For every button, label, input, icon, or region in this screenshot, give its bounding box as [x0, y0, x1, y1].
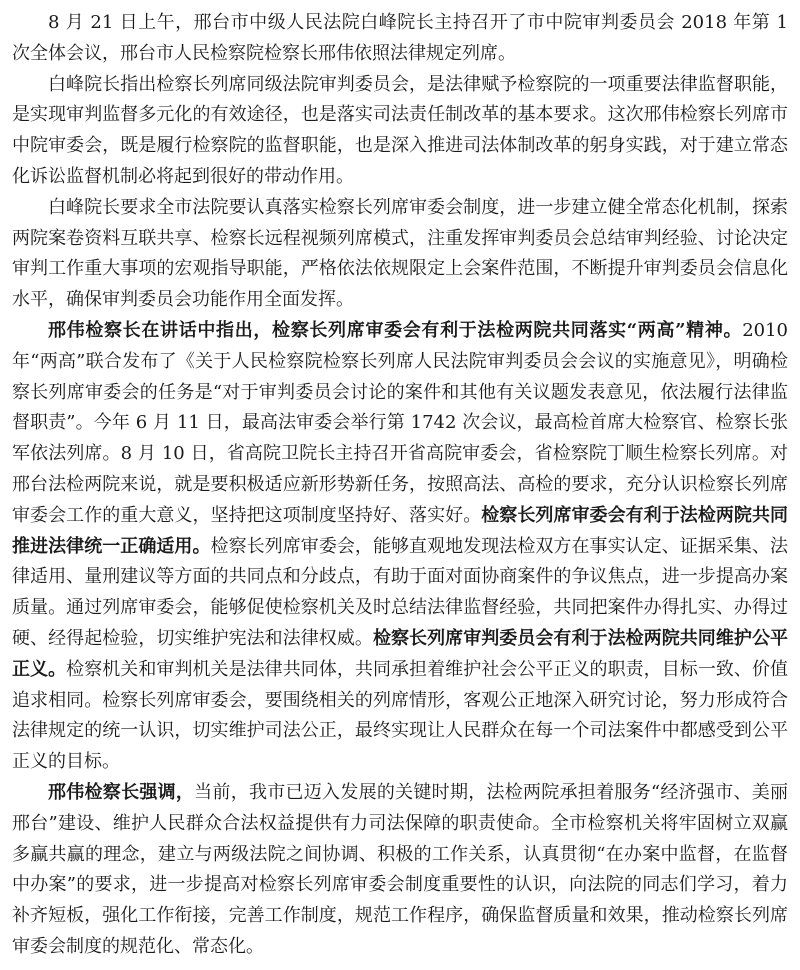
bold-heading: 检察长列席审判委员会有利于法检两院共同维护公平正义。: [12, 627, 788, 680]
bold-heading: 检察长列席审委会有利于法检两院共同落实“两高”精神。: [272, 319, 743, 341]
paragraph: [12, 778, 788, 963]
paragraph-text: 白峰院长要求全市法院要认真落实检察长列席审委会制度，进一步建立健全常态化机制，探索两院案卷资料互联共享、检察长远程视频列席模式，注重发挥审判委员会总结审判经验、讨论决定审判工作重大事项的宏观指导职能，严格依法依规限定上会案件范围，不断提升审判委员会信息化水平，确保审判委员会功能作用全面发挥。: [12, 196, 788, 311]
speaker-lead: 邢伟检察长强调，: [48, 781, 195, 803]
paragraph-text: 8 月 21 日上午，邢台市中级人民法院白峰院长主持召开了市中院审判委员会 2018 年第 1 次全体会议，邢台市人民检察院检察长邢伟依照法律规定列席。: [12, 12, 788, 64]
paragraph-text: 2010 年“两高”联合发布了《关于人民检察院检察长列席人民法院审判委员会会议的实施意见》，明确检察长列席审委会的任务是“对于审判委员会讨论的案件和其他有关议题发表意见，依法履行法律监督职责”。今年 6 月 11 日，最高法审委会举行第 1742 次会议，最高检首席大检察官、检察长张军依法列席。8 月 10 日，省高院卫院长主持召开省高院审委会，省检察院丁顺生检察长列席。对邢台法检两院来说，就是要积极适应新形势新任务，按照高法、高检的要求，充分认识检察长列席审委会工作的重大意义，坚持把这项制度坚持好、落实好。: [12, 319, 788, 526]
paragraph: [12, 316, 788, 778]
paragraph: [12, 8, 788, 70]
paragraph-text: 当前，我市已迈入发展的关键时期，法检两院承担着服务“经济强市、美丽邢台”建设、维护人民群众合法权益提供有力司法保障的职责使命。全市检察机关将牢固树立双赢多赢共赢的理念，建立与两级法院之间协调、积极的工作关系，认真贯彻“在办案中监督，在监督中办案”的要求，进一步提高对检察长列席审委会制度重要性的认识，向法院的同志们学习，着力补齐短板，强化工作衔接，完善工作制度，规范工作程序，确保监督质量和效果，推动检察长列席审委会制度的规范化、常态化。: [12, 781, 789, 957]
paragraph: [12, 70, 788, 193]
bold-heading: 检察长列席审委会有利于法检两院共同推进法律统一正确适用。: [12, 504, 789, 557]
speaker-lead: 邢伟检察长在讲话中指出，: [48, 319, 273, 341]
document-body: [12, 8, 788, 963]
paragraph-text: 检察机关和审判机关是法律共同体，共同承担着维护社会公平正义的职责，目标一致、价值追求相同。检察长列席审委会，要围绕相关的列席情形，客观公正地深入研究讨论，努力形成符合法律规定的统一认识，切实维护司法公正，最终实现让人民群众在每一个司法案件中都感受到公平正义的目标。: [12, 658, 789, 773]
paragraph-text: 白峰院长指出检察长列席同级法院审判委员会，是法律赋予检察院的一项重要法律监督职能，是实现审判监督多元化的有效途径，也是落实司法责任制改革的基本要求。这次邢伟检察长列席市中院审委会，既是履行检察院的监督职能，也是深入推进司法体制改革的躬身实践，对于建立常态化诉讼监督机制必将起到很好的带动作用。: [12, 73, 788, 187]
paragraph-text: 检察长列席审委会，能够直观地发现法检双方在事实认定、证据采集、法律适用、量刑建议等方面的共同点和分歧点，有助于面对面协商案件的争议焦点，进一步提高办案质量。通过列席审委会，能够促使检察机关及时总结法律监督经验，共同把案件办得扎实、办得过硬、经得起检验，切实维护宪法和法律权威。: [12, 535, 789, 649]
paragraph: [12, 193, 788, 316]
